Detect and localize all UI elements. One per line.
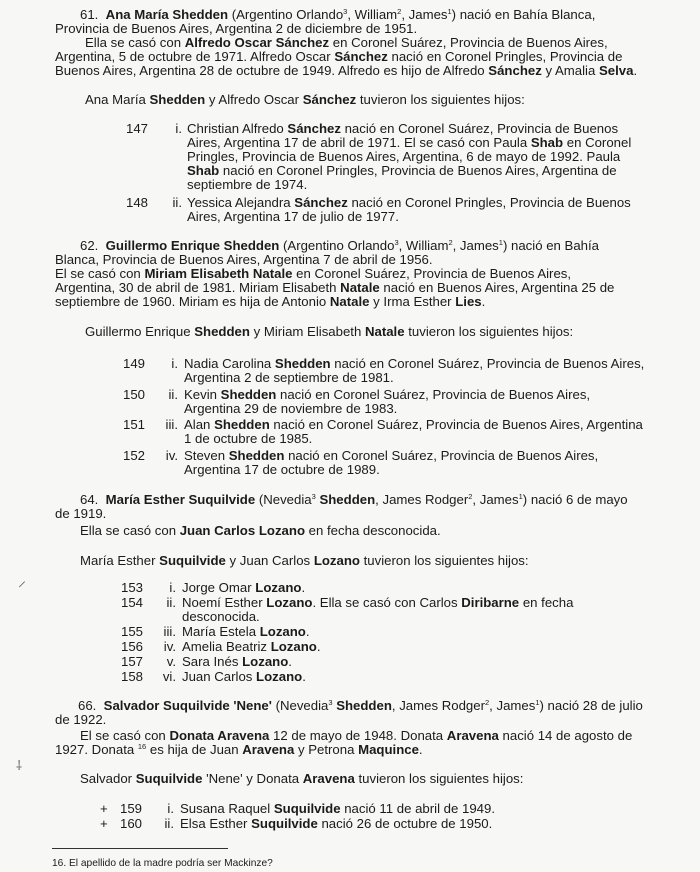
child-number: 148	[125, 195, 148, 210]
person-name: María Esther Suquilvide	[105, 492, 256, 507]
child-line: María Estela Lozano.	[182, 624, 310, 639]
footnote-rule	[52, 848, 228, 849]
person-name: Guillermo Enrique Shedden	[105, 238, 280, 253]
child-line: Kevin Shedden nació en Coronel Suárez, Provincia de Buenos Aires,	[184, 387, 591, 402]
child-roman: iii.	[165, 417, 178, 432]
child-line: Elsa Esther Suquilvide nació 26 de octubre de 1950.	[180, 816, 493, 831]
child-number: 160	[119, 816, 142, 831]
child-number: 151	[122, 417, 145, 432]
child-number: 159	[119, 801, 142, 816]
entry-62-marriage-2: Argentina, 30 de abril de 1981. Miriam Elisabeth Natale nació en Buenos Aires, Argentina 25 de	[55, 280, 615, 295]
child-roman: ii.	[172, 195, 182, 210]
entry-61-marriage-1: Ella se casó con Alfredo Oscar Sánchez en Coronel Suárez, Provincia de Buenos Aires,	[85, 35, 608, 50]
footnote-ref: 16	[137, 742, 147, 751]
child-number: 156	[120, 639, 143, 654]
child-line: Pringles, Provincia de Buenos Aires, Argentina, 6 de mayo de 1992. Paula	[187, 149, 621, 164]
child-line: septiembre de 1974.	[187, 177, 308, 192]
child-line: Alan Shedden nació en Coronel Suárez, Provincia de Buenos Aires, Argentina	[184, 417, 643, 432]
entry-64-birth: de 1919.	[55, 506, 107, 521]
child-roman: iv.	[163, 639, 176, 654]
child-roman: i.	[175, 121, 182, 136]
has-descendants-marker: +	[100, 816, 108, 831]
entry-61-header: 61. Ana María Shedden (Argentino Orlando$^3$, William$^2$, James$^1$) nació en Bahía Blanca,	[80, 7, 596, 22]
entry-61-birth: Provincia de Buenos Aires, Argentina 2 de diciembre de 1951.	[55, 21, 418, 36]
child-number: 149	[122, 356, 145, 371]
child-roman: vi.	[162, 669, 176, 684]
child-line: Argentina 29 de noviembre de 1983.	[184, 401, 398, 416]
child-line: Susana Raquel Suquilvide nació 11 de abril de 1949.	[180, 801, 496, 816]
child-line: Noemí Esther Lozano. Ella se casó con Carlos Diribarne en fecha	[182, 595, 574, 610]
child-line: Aires, Argentina 17 de abril de 1971. El se casó con Paula Shab en Coronel	[187, 135, 632, 150]
child-line: Juan Carlos Lozano.	[182, 669, 306, 684]
entry-64-header: 64. María Esther Suquilvide (Nevedia$^3$ Shedden, James Rodger$^2$, James$^1$) nació 6 de mayo	[80, 492, 628, 507]
child-number: 157	[120, 654, 143, 669]
child-roman: i.	[167, 801, 174, 816]
entry-62-birth: Blanca, Provincia de Buenos Aires, Argentina 7 de abril de 1956.	[55, 252, 433, 267]
entry-61-marriage-2: Argentina, 5 de octubre de 1971. Alfredo Oscar Sánchez nació en Coronel Pringles, Provincia de	[55, 49, 623, 64]
child-roman: i.	[169, 580, 176, 595]
entry-66-marriage-1: El se casó con Donata Aravena 12 de mayo de 1948. Donata Aravena nació 14 de agosto de	[80, 728, 633, 743]
child-line: 1 de octubre de 1985.	[184, 431, 313, 446]
child-number: 155	[120, 624, 143, 639]
child-number: 158	[120, 669, 143, 684]
child-roman: v.	[166, 654, 176, 669]
entry-62-header: 62. Guillermo Enrique Shedden (Argentino Orlando$^3$, William$^2$, James$^1$) nació en Bahía	[80, 238, 599, 253]
child-roman: i.	[171, 356, 178, 371]
child-line: desconocida.	[182, 609, 260, 624]
entry-66-marriage-2: 1927. Donata $^{16}$ es hija de Juan Aravena y Petrona Maquince.	[55, 742, 423, 757]
person-name: Ana María Shedden	[105, 7, 229, 22]
child-roman: iv.	[165, 448, 178, 463]
child-roman: iii.	[163, 624, 176, 639]
child-line: Nadia Carolina Shedden nació en Coronel Suárez, Provincia de Buenos Aires,	[184, 356, 645, 371]
entry-62-children-intro: Guillermo Enrique Shedden y Miriam Elisabeth Natale tuvieron los siguientes hijos:	[85, 324, 574, 339]
child-line: Jorge Omar Lozano.	[182, 580, 306, 595]
child-line: Yessica Alejandra Sánchez nació en Coronel Pringles, Provincia de Buenos	[187, 195, 631, 210]
entry-62-marriage-3: septiembre de 1960. Miriam es hija de Antonio Natale y Irma Esther Lies.	[55, 294, 486, 309]
child-roman: ii.	[168, 387, 178, 402]
child-line: Argentina 2 de septiembre de 1981.	[184, 370, 394, 385]
child-number: 152	[122, 448, 145, 463]
child-line: Steven Shedden nació en Coronel Suárez, Provincia de Buenos Aires,	[184, 448, 599, 463]
child-line: Christian Alfredo Sánchez nació en Coronel Suárez, Provincia de Buenos	[187, 121, 619, 136]
entry-61-children-intro: Ana María Shedden y Alfredo Oscar Sánchez tuvieron los siguientes hijos:	[85, 92, 525, 107]
child-number: 150	[122, 387, 145, 402]
child-number: 153	[120, 580, 143, 595]
entry-66-children-intro: Salvador Suquilvide 'Nene' y Donata Aravena tuvieron los siguientes hijos:	[80, 771, 524, 786]
entry-62-marriage-1: El se casó con Miriam Elisabeth Natale en Coronel Suárez, Provincia de Buenos Aires,	[55, 266, 572, 281]
child-roman: ii.	[166, 595, 176, 610]
child-roman: ii.	[164, 816, 174, 831]
child-line: Sara Inés Lozano.	[182, 654, 292, 669]
margin-mark: ⸸	[16, 759, 23, 774]
person-name: Salvador Suquilvide 'Nene'	[103, 698, 272, 713]
child-number: 147	[125, 121, 148, 136]
child-line: Aires, Argentina 17 de julio de 1977.	[187, 209, 399, 224]
child-line: Amelia Beatriz Lozano.	[182, 639, 321, 654]
entry-61-marriage-3: Buenos Aires, Argentina 28 de octubre de 1949. Alfredo es hijo de Alfredo Sánchez y Amalia Selva.	[55, 63, 638, 78]
has-descendants-marker: +	[100, 801, 108, 816]
entry-66-header: 66. Salvador Suquilvide 'Nene' (Nevedia$^3$ Shedden, James Rodger$^2$, James$^1$) nació 28 de julio	[78, 698, 643, 713]
child-line: Shab nació en Coronel Pringles, Provincia de Buenos Aires, Argentina de	[187, 163, 617, 178]
child-number: 154	[120, 595, 143, 610]
entry-64-children-intro: María Esther Suquilvide y Juan Carlos Lozano tuvieron los siguientes hijos:	[80, 553, 529, 568]
margin-mark: ⸝	[18, 571, 27, 590]
entry-66-birth: de 1922.	[55, 712, 107, 727]
child-line: Argentina 17 de octubre de 1989.	[184, 462, 380, 477]
footnote: 16. El apellido de la madre podría ser Mackinze?	[52, 858, 273, 869]
entry-64-marriage: Ella se casó con Juan Carlos Lozano en fecha desconocida.	[80, 523, 441, 538]
